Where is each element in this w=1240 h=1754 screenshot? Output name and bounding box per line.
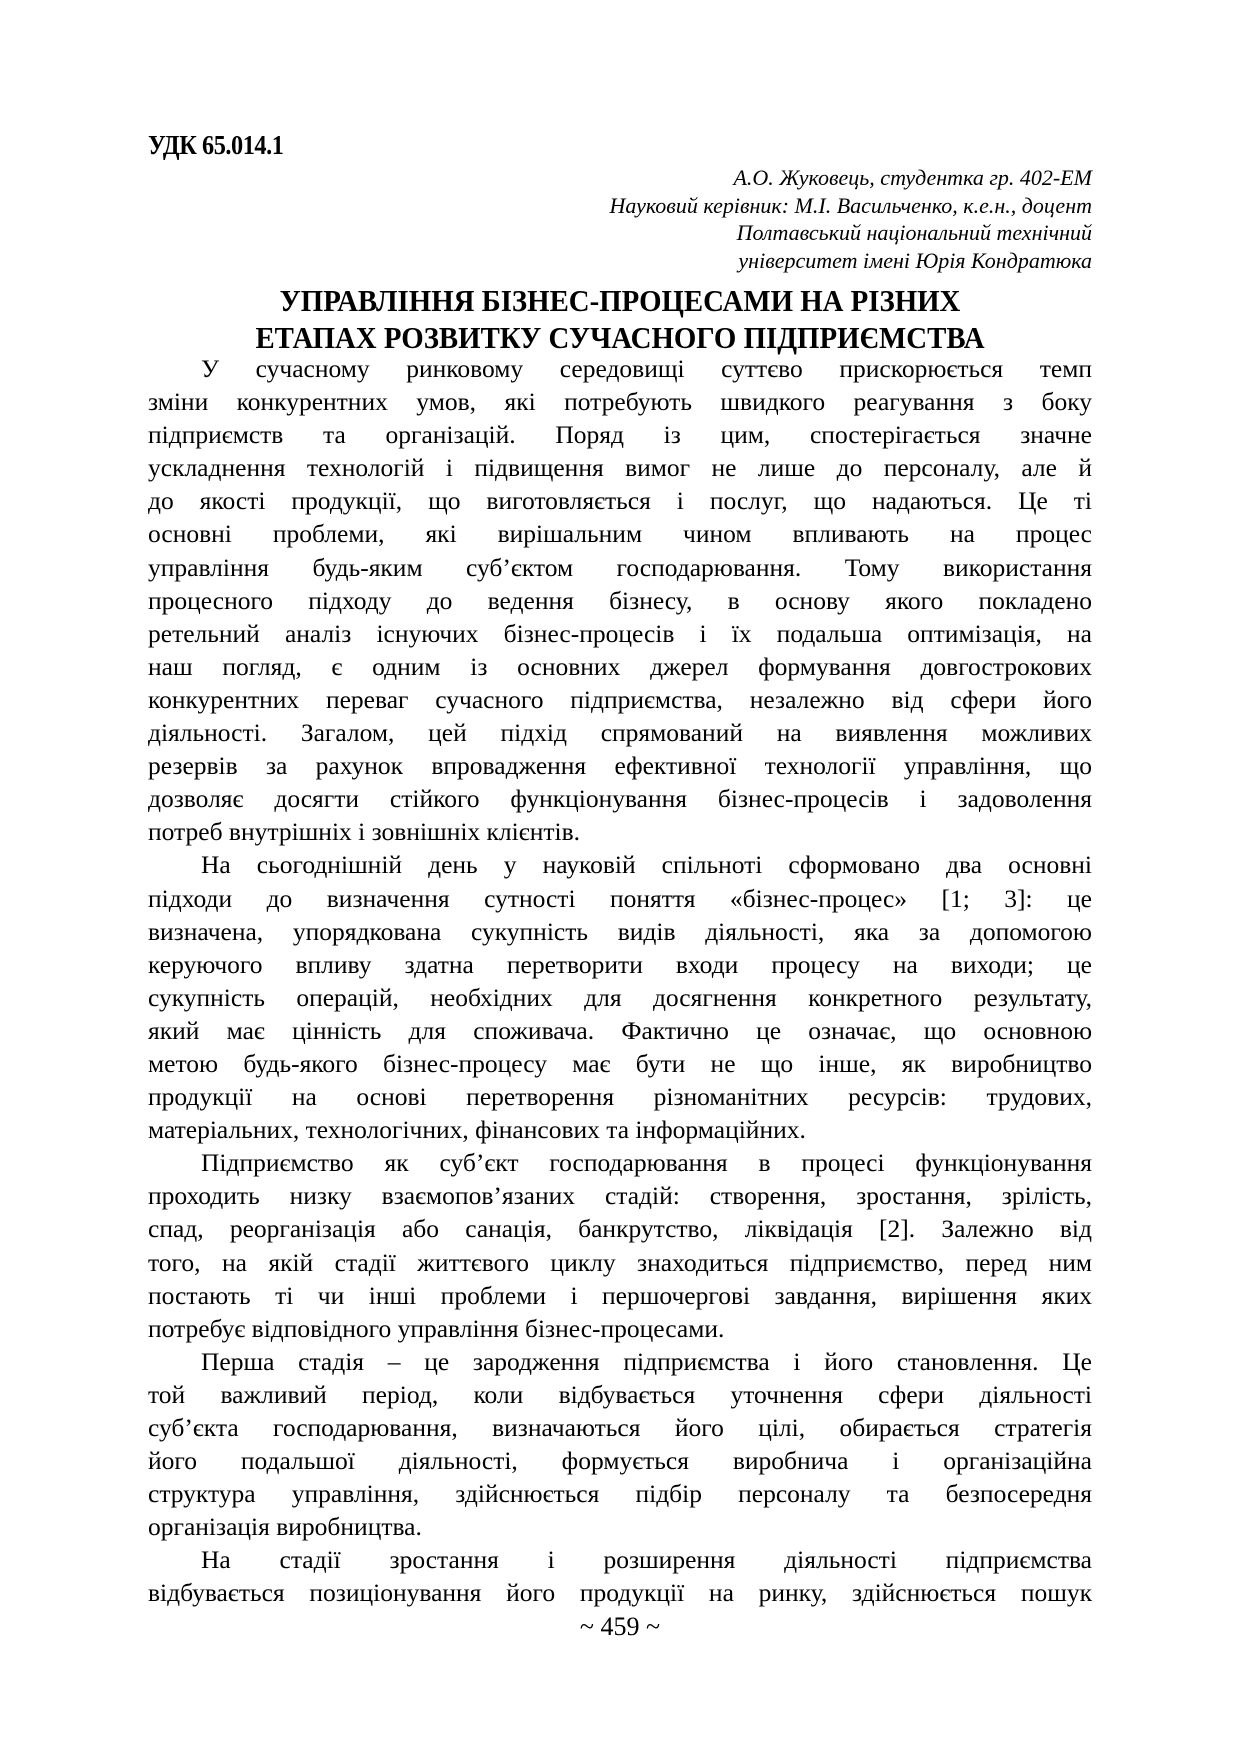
text-line: того, на якій стадії життєвого циклу знаходиться підприємство, перед ним [148, 1247, 1092, 1277]
text-line: продукції на основі перетворення різноманітних ресурсів: трудових, [148, 1082, 1092, 1112]
text-line: до якості продукції, що виготовляється і послуг, що надаються. Це ті [148, 486, 1092, 516]
text-line: відбувається позиціонування його продукції на ринку, здійснюється пошук [148, 1578, 1092, 1608]
text-line: той важливий період, коли відбувається уточнення сфери діяльності [148, 1379, 1092, 1409]
text-line: На сьогоднішній день у науковій спільноті сформовано два основні [201, 850, 1092, 880]
author-line: А.О. Жуковець, студентка гр. 402-ЕМ [733, 165, 1092, 190]
paragraph [148, 848, 1092, 1146]
text-line: зміни конкурентних умов, які потребують швидкого реагування з боку [148, 387, 1092, 417]
text-line: постають ті чи інші проблеми і першочергові завдання, вирішення яких [148, 1280, 1092, 1310]
text-line: метою будь-якого бізнес-процесу має бути не що інше, як виробництво [148, 1048, 1092, 1078]
author-block [609, 164, 1092, 274]
text-line: сукупність операцій, необхідних для досягнення конкретного результату, [148, 982, 1092, 1012]
supervisor-line: Науковий керівник: М.І. Васильченко, к.е.н., доцент [609, 192, 1092, 218]
text-line: дозволяє досягти стійкого функціонування бізнес-процесів і задоволення [148, 784, 1092, 814]
paragraph [148, 1345, 1092, 1544]
title-line: ЕТАПАХ РОЗВИТКУ СУЧАСНОГО ПІДПРИЄМСТВА [255, 320, 985, 355]
text-line: наш погляд, є одним із основних джерел формування довгострокових [148, 651, 1092, 681]
affiliation-line: університет імені Юрія Кондратюка [738, 247, 1092, 273]
body-text [148, 352, 1092, 1610]
text-line: діяльності. Загалом, цей підхід спрямований на виявлення можливих [148, 718, 1092, 748]
text-line: ретельний аналіз існуючих бізнес-процесів і їх подальша оптимізація, на [148, 618, 1092, 648]
udk-code: УДК 65.014.1 [148, 130, 284, 160]
text-line: У сучасному ринковому середовищі суттєво прискорюється темп [201, 354, 1092, 383]
text-line: основні проблеми, які вирішальним чином впливають на процес [148, 519, 1092, 549]
text-line: підходи до визначення сутності поняття «бізнес-процес» [1; 3]: це [148, 883, 1092, 913]
text-line: який має цінність для споживача. Фактично це означає, що основною [148, 1015, 1092, 1045]
affiliation-line: Полтавський національний технічний [736, 220, 1092, 245]
text-line: На стадії зростання і розширення діяльності підприємства [201, 1545, 1092, 1575]
text-line: структура управління, здійснюється підбір персоналу та безпосередня [148, 1479, 1092, 1509]
text-line: визначена, упорядкована сукупність видів діяльності, яка за допомогою [148, 916, 1092, 946]
text-line: конкурентних переваг сучасного підприємства, незалежно від сфери його [148, 684, 1092, 714]
text-line: спад, реорганізація або санація, банкрутство, ліквідація [2]. Залежно від [148, 1214, 1092, 1244]
text-line: потреб внутрішніх і зовнішніх клієнтів. [148, 817, 580, 847]
page-number: ~ 459 ~ [579, 1612, 661, 1641]
text-line: організація виробництва. [148, 1512, 422, 1542]
paper-title [148, 282, 1092, 356]
paragraph [148, 1146, 1092, 1345]
text-line: його подальшої діяльності, формується виробнича і організаційна [148, 1446, 1092, 1476]
title-line: УПРАВЛІННЯ БІЗНЕС-ПРОЦЕСАМИ НА РІЗНИХ [279, 283, 961, 318]
text-line: підприємств та організацій. Поряд із цим, спостерігається значне [148, 420, 1092, 450]
text-line: суб’єкта господарювання, визначаються його цілі, обирається стратегія [148, 1413, 1092, 1442]
paragraph [148, 1543, 1092, 1609]
text-line: резервів за рахунок впровадження ефективної технології управління, що [148, 751, 1092, 781]
text-line: керуючого впливу здатна перетворити входи процесу на виходи; це [148, 949, 1092, 979]
text-line: потребує відповідного управління бізнес-процесами. [148, 1313, 725, 1343]
paragraph [148, 352, 1092, 848]
text-line: Перша стадія – це зародження підприємства і його становлення. Це [201, 1346, 1092, 1376]
text-line: процесного підходу до ведення бізнесу, в основу якого покладено [148, 585, 1092, 615]
text-line: управління будь-яким суб’єктом господарювання. Тому використання [148, 552, 1092, 582]
text-line: проходить низку взаємопов’язаних стадій: створення, зростання, зрілість, [148, 1181, 1092, 1211]
text-line: ускладнення технологій і підвищення вимог не лише до персоналу, але й [148, 453, 1092, 483]
text-line: Підприємство як суб’єкт господарювання в процесі функціонування [201, 1148, 1092, 1178]
text-line: матеріальних, технологічних, фінансових та інформаційних. [148, 1115, 806, 1145]
